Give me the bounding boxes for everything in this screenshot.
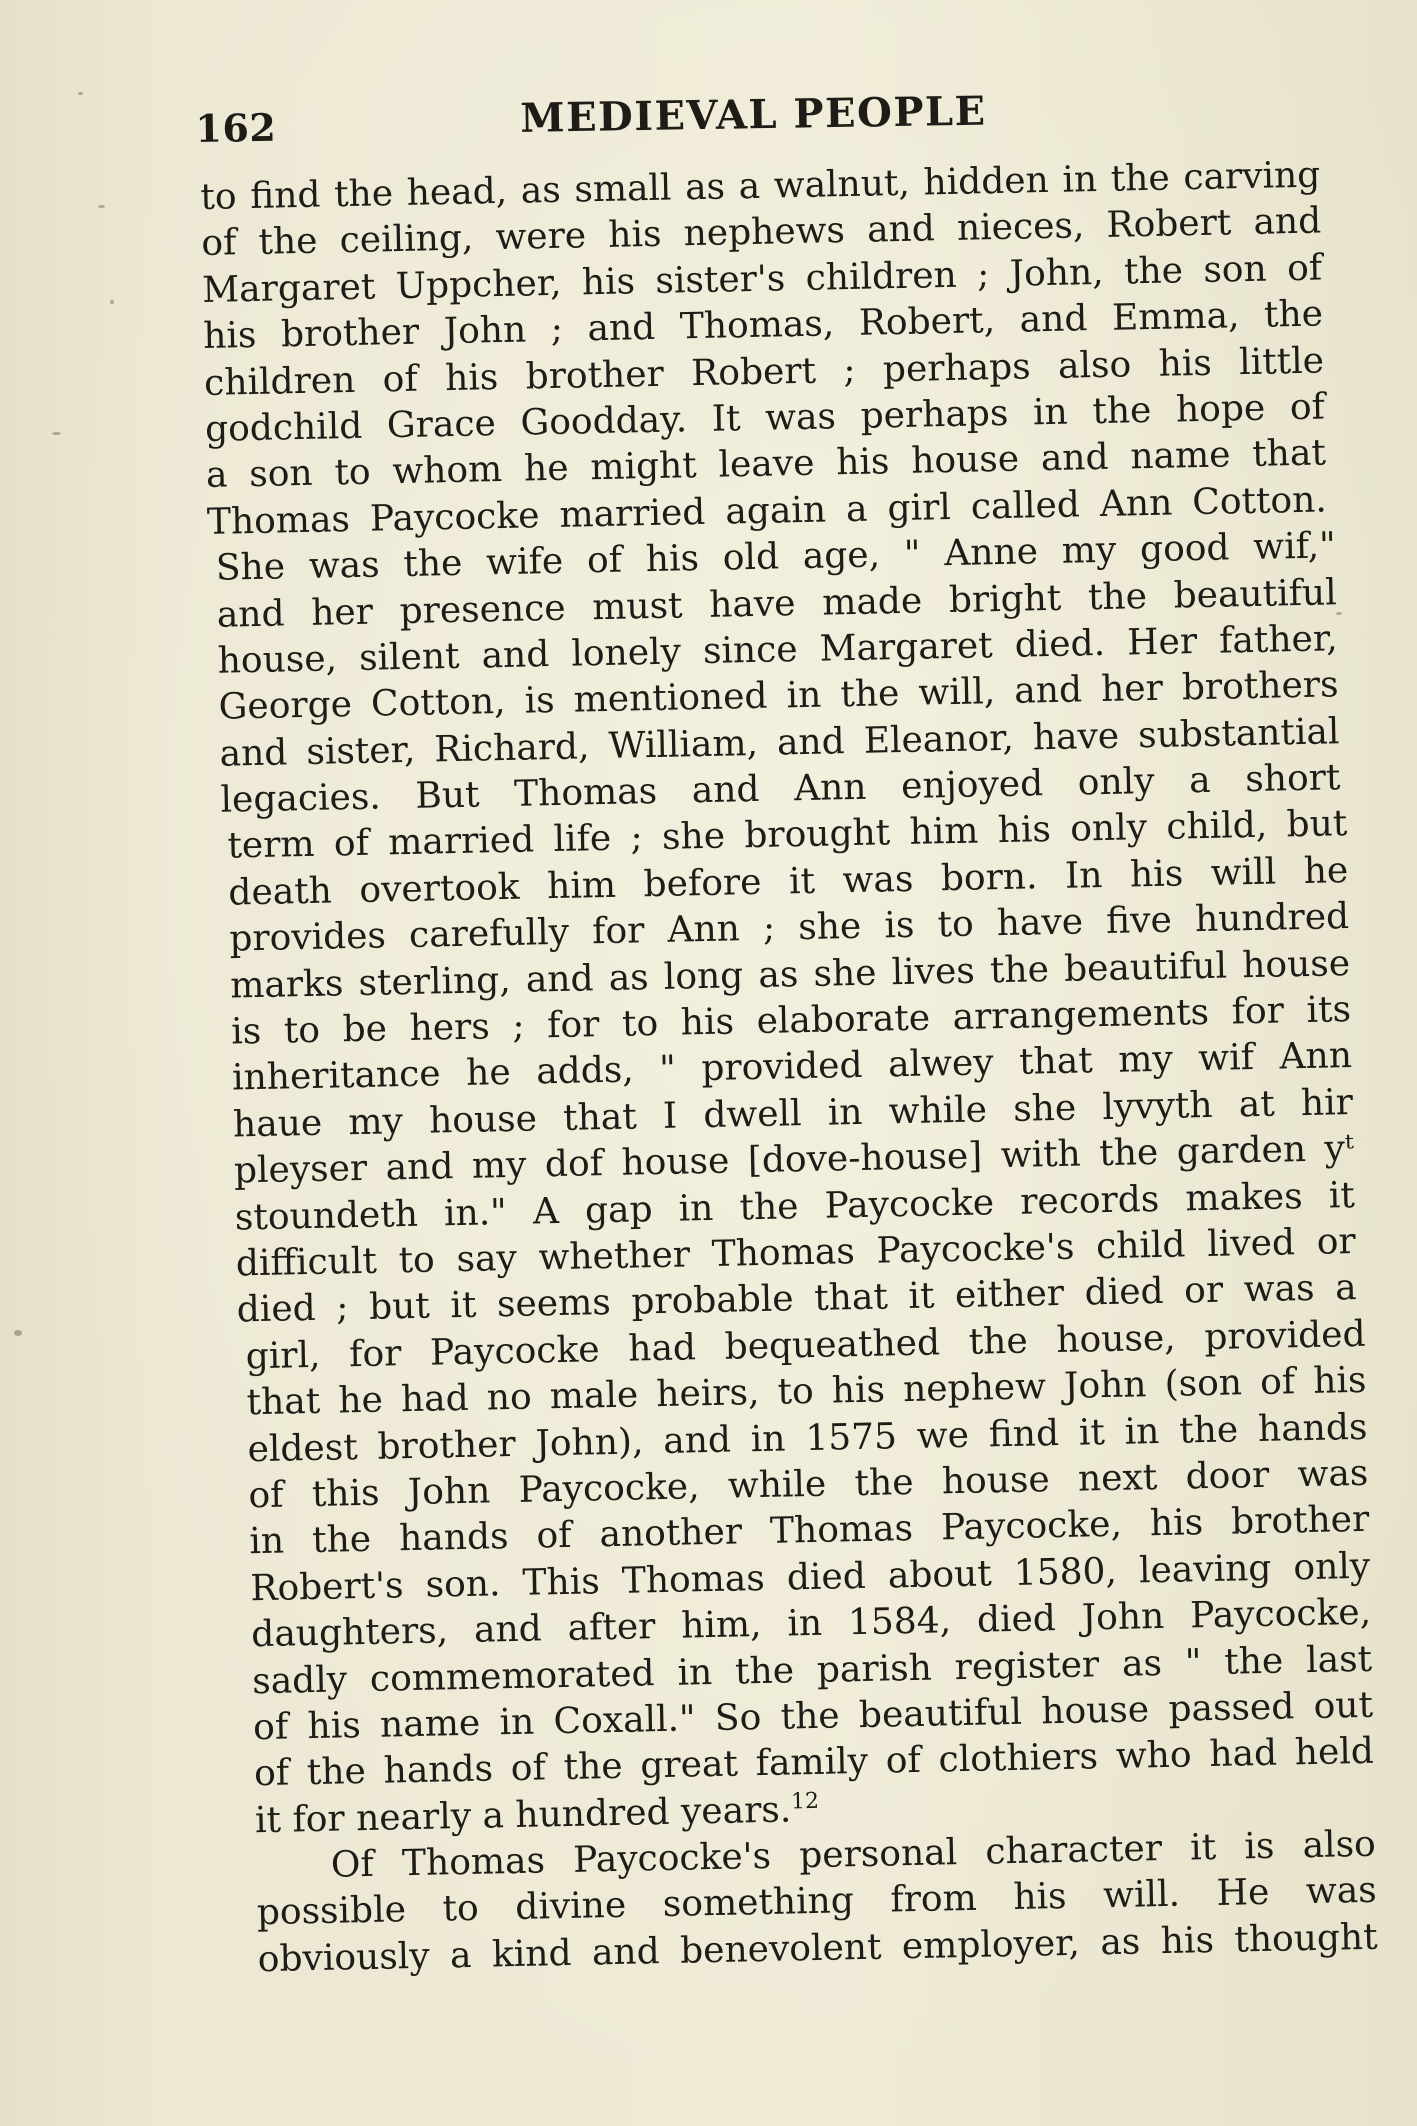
text-line: She was the wife of his old age, " Anne my good wif," [215, 525, 1337, 589]
text-line: marks sterling, and as long as she lives the beautiful house [229, 942, 1351, 1007]
text-line: that he had no male heirs, to his nephew John (son of his [246, 1359, 1367, 1424]
text-line: a son to whom he might leave his house and name that [205, 432, 1327, 497]
text-line: George Cotton, is mentioned in the will, and her brothers [218, 664, 1339, 729]
body-text [200, 152, 1396, 1984]
text-line: to find the head, as small as a walnut, hidden in the carving [200, 154, 1321, 218]
text-line: haue my house that I dwell in while she lyvyth at hir [232, 1081, 1354, 1146]
text-line: stoundeth in." A gap in the Paycocke records makes it [234, 1174, 1356, 1239]
text-line: inheritance he adds, " provided alwey that my wif Ann [231, 1035, 1353, 1099]
margin-speck [52, 432, 61, 435]
margin-speck [98, 205, 105, 208]
text-line: godchild Grace Goodday. It was perhaps in the hope of [204, 386, 1326, 450]
text-line: is to be hers ; for to his elaborate arrangements for its [230, 989, 1352, 1053]
text-line: term of married life ; she brought him his only child, but [227, 803, 1348, 868]
book-title: MEDIEVAL PEOPLE [519, 87, 987, 142]
text-line: of the ceiling, were his nephews and nieces, Robert and [200, 200, 1322, 265]
text-line: obviously a kind and benevolent employer, as his thought [257, 1916, 1379, 1981]
text-line: provides carefully for Ann ; she is to have five hundred [228, 896, 1350, 960]
footnote-reference: 12 [790, 1788, 820, 1815]
text-line: pleyser and my dof house [dove-house] with the garden yᵗ [233, 1128, 1355, 1192]
text-line: death overtook him before it was born. In his will he [228, 849, 1349, 914]
text-line: and her presence must have made bright the beautiful [216, 571, 1338, 636]
text-line: and sister, Richard, William, and Eleanor, have substantial [219, 710, 1340, 775]
text-line: sadly commemorated in the parish register as " the last [251, 1638, 1373, 1702]
margin-speck [78, 92, 83, 95]
text-line: in the hands of another Thomas Paycocke, his brother [249, 1499, 1370, 1563]
text-line: girl, for Paycocke had bequeathed the house, provided [245, 1313, 1366, 1378]
text-line: died ; but it seems probable that it either died or was a [236, 1267, 1357, 1331]
text-line: eldest brother John), and in 1575 we find it in the hands [247, 1406, 1368, 1470]
text-line: Thomas Paycocke married again a girl called Ann Cotton. [206, 479, 1328, 543]
running-head [195, 87, 1016, 160]
page-number: 162 [195, 104, 277, 151]
text-line: daughters, and after him, in 1584, died John Paycocke, [250, 1591, 1372, 1656]
margin-speck [110, 300, 114, 304]
text-line: of this John Paycocke, while the house next door was [248, 1452, 1369, 1517]
text-line: house, silent and lonely since Margaret died. Her father, [217, 618, 1338, 682]
text-line: Robert's son. This Thomas died about 1580, leaving only [249, 1545, 1371, 1609]
text-line: it for nearly a hundred years. [254, 1789, 792, 1841]
text-line: his brother John ; and Thomas, Robert, and Emma, the [202, 293, 1324, 358]
text-line: Margaret Uppcher, his sister's children ; John, the son of [201, 247, 1323, 311]
text-line: legacies. But Thomas and Ann enjoyed only a short [220, 757, 1341, 821]
text-line: difficult to say whether Thomas Paycocke's child lived or [235, 1221, 1357, 1285]
text-line: of the hands of the great family of clothiers who had held [253, 1731, 1375, 1795]
paragraph-start-line: Of Thomas Paycocke's personal character it is also [330, 1823, 1377, 1886]
text-line: children of his brother Robert ; perhaps also his little [203, 340, 1325, 404]
text-line: of his name in Coxall." So the beautiful house passed out [252, 1684, 1374, 1749]
text-line: possible to divine something from his will. He was [256, 1870, 1378, 1934]
margin-speck [14, 1330, 22, 1336]
